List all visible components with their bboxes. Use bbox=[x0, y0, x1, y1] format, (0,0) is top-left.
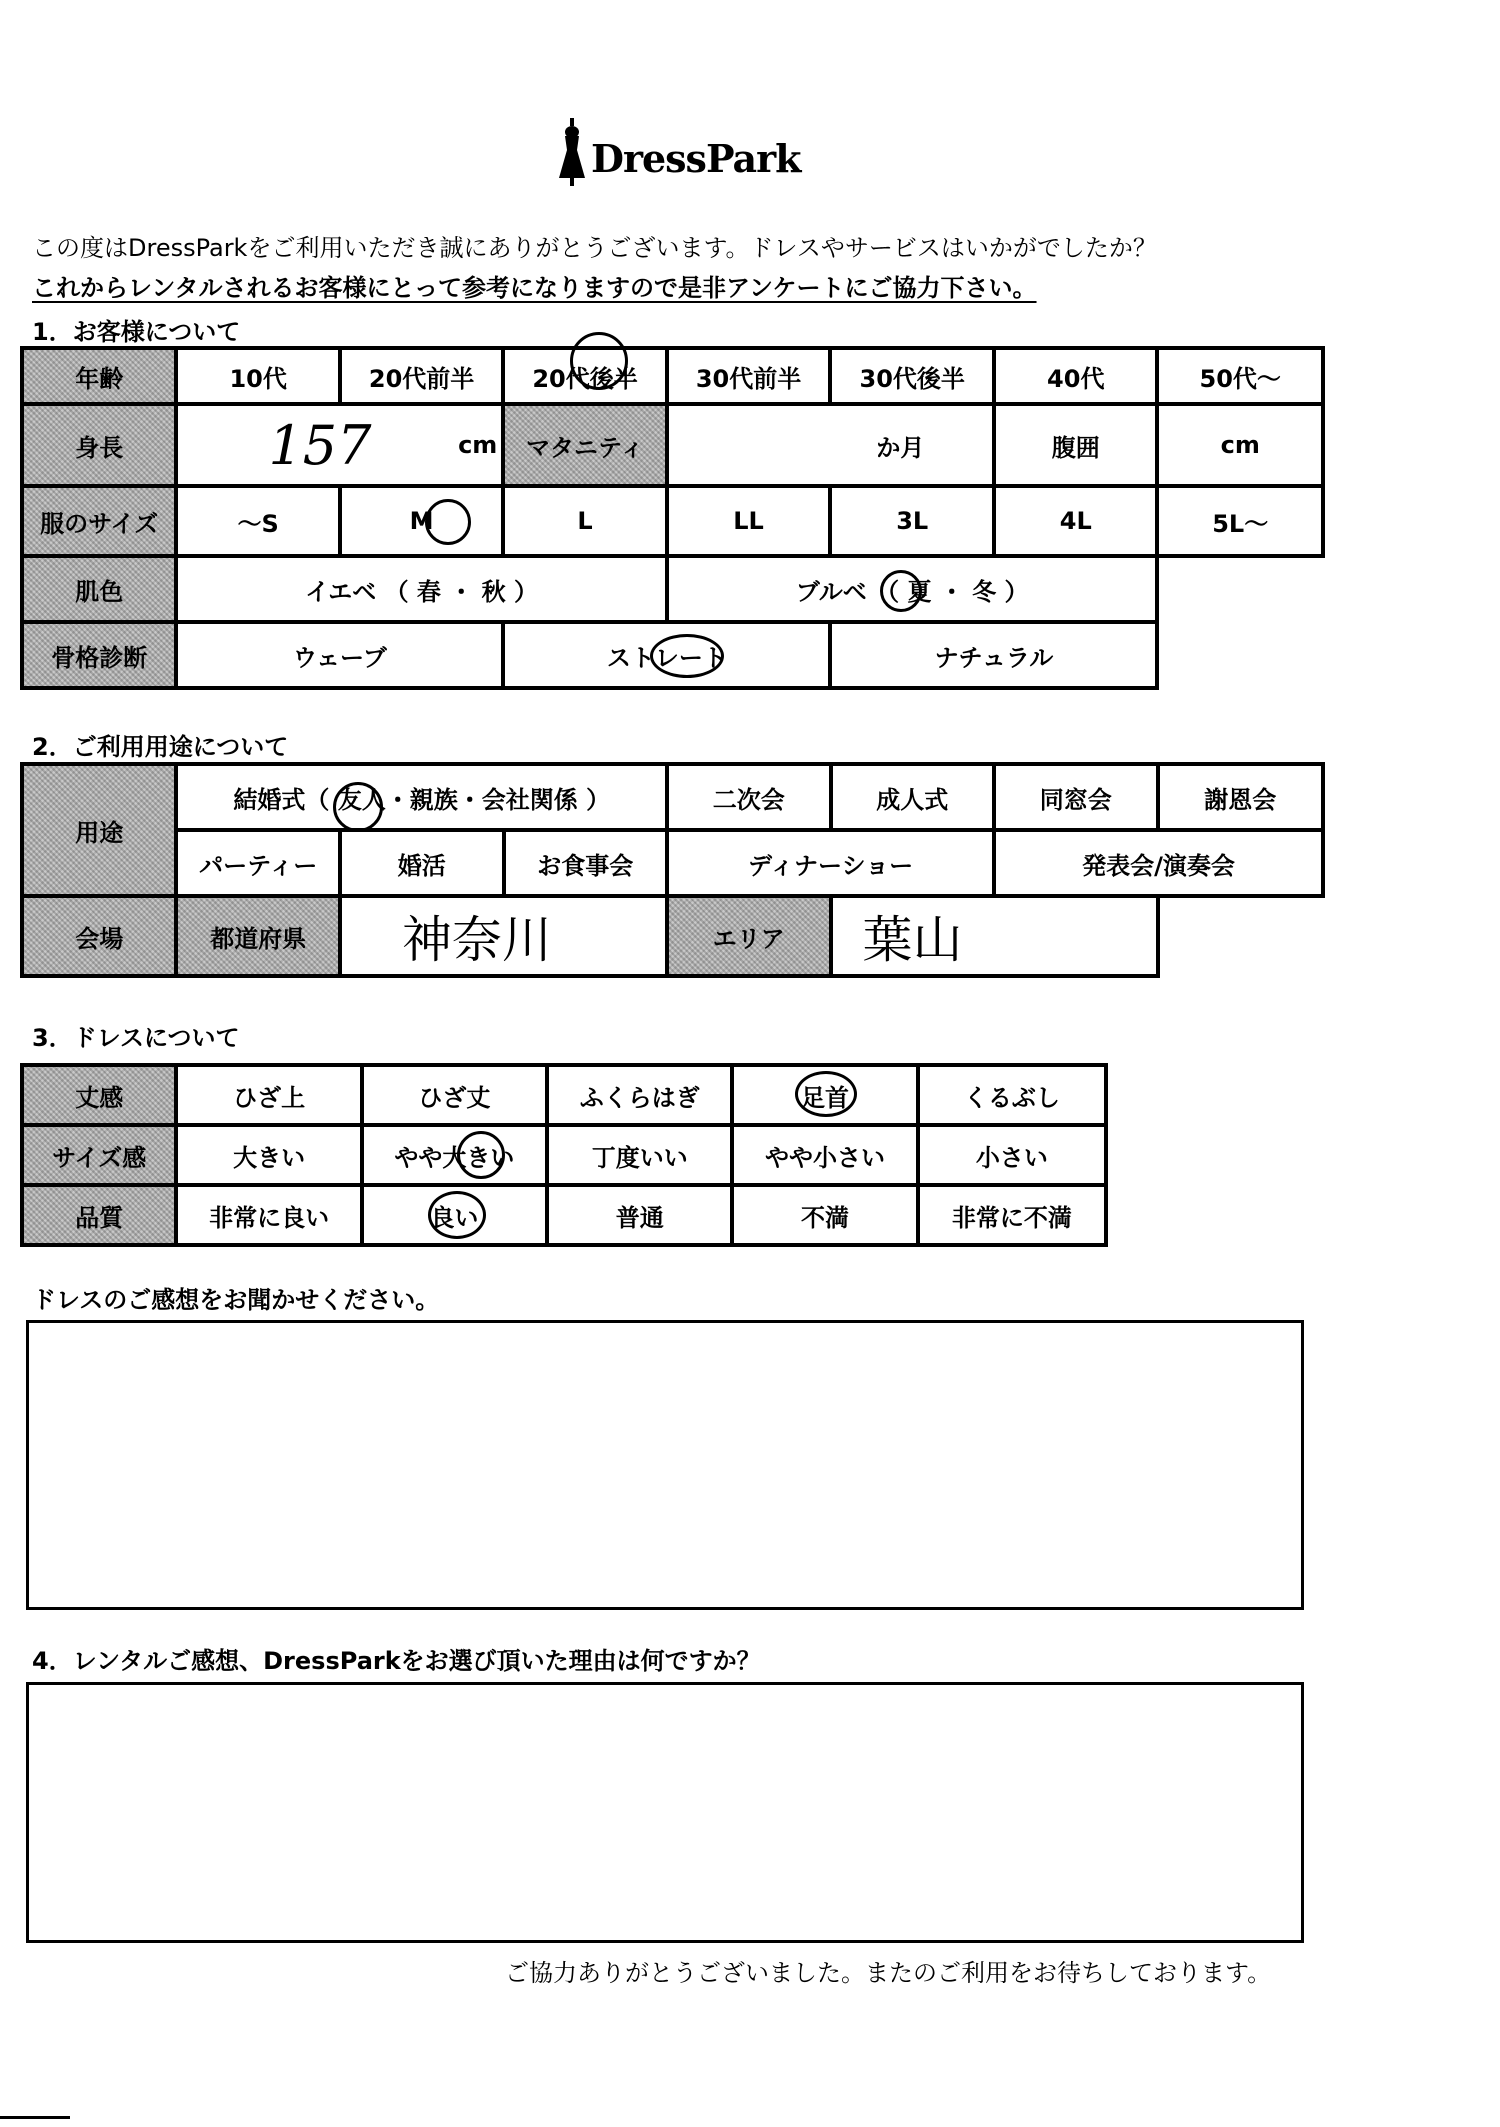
waist-field[interactable] bbox=[1157, 404, 1323, 486]
fit-option[interactable]: やや大きい bbox=[362, 1125, 547, 1185]
maternity-label: マタニティ bbox=[503, 404, 666, 486]
fit-option[interactable]: 小さい bbox=[918, 1125, 1106, 1185]
frame-label: 骨格診断 bbox=[22, 622, 176, 688]
age-option[interactable]: 20代後半 bbox=[503, 348, 666, 404]
prefecture-value: 神奈川 bbox=[401, 911, 552, 969]
dress-table bbox=[20, 1063, 1108, 1247]
section3-title: 3．ドレスについて bbox=[32, 1024, 240, 1052]
fit-option[interactable]: 丁度いい bbox=[547, 1125, 732, 1185]
age-label: 年齢 bbox=[22, 348, 176, 404]
height-row bbox=[22, 404, 1323, 486]
prefecture-label: 都道府県 bbox=[176, 896, 339, 976]
skin-yellow-option[interactable]: イエベ （ 春 ・ 秋 ） bbox=[176, 556, 666, 622]
size-option[interactable]: 3L bbox=[830, 486, 994, 556]
purpose-option[interactable]: お食事会 bbox=[504, 830, 668, 896]
intro-text: この度はDressParkをご利用いただき誠にありがとうございます。ドレスやサービスはいかがでしたか？ bbox=[32, 234, 1157, 262]
purpose-option[interactable]: 成人式 bbox=[831, 764, 995, 830]
height-field[interactable] bbox=[176, 404, 503, 486]
dresspark-logo bbox=[555, 118, 801, 188]
size-label: 服のサイズ bbox=[22, 486, 176, 556]
fit-option[interactable]: やや小さい bbox=[732, 1125, 917, 1185]
skin-row bbox=[22, 556, 1323, 622]
size-option[interactable]: M bbox=[340, 486, 503, 556]
wedding-option[interactable]: 結婚式（ 友人・親族・会社関係 ） bbox=[176, 764, 667, 830]
dress-comment-box[interactable] bbox=[26, 1320, 1304, 1610]
maternity-months-field[interactable] bbox=[667, 404, 994, 486]
height-label: 身長 bbox=[22, 404, 176, 486]
thanks-message: ご協力ありがとうございました。またのご利用をお待ちしております。 bbox=[505, 1959, 1272, 1987]
age-option[interactable]: 20代前半 bbox=[340, 348, 503, 404]
usage-table bbox=[20, 762, 1325, 978]
venue-row bbox=[22, 896, 1323, 976]
area-field[interactable] bbox=[831, 896, 1158, 976]
recital-option[interactable]: 発表会/演奏会 bbox=[994, 830, 1323, 896]
intro-request: これからレンタルされるお客様にとって参考になりますので是非アンケートにご協力下さい。 bbox=[32, 274, 1037, 302]
purpose-label: 用途 bbox=[22, 764, 176, 896]
fit-option[interactable]: 大きい bbox=[176, 1125, 361, 1185]
length-option[interactable]: ひざ丈 bbox=[362, 1065, 547, 1125]
section4-title: 4．レンタルご感想、DressParkをお選び頂いた理由は何ですか？ bbox=[32, 1647, 761, 1675]
length-option[interactable]: ひざ上 bbox=[176, 1065, 361, 1125]
purpose-row-2 bbox=[22, 830, 1323, 896]
selection-circle bbox=[425, 499, 471, 545]
size-option[interactable]: 4L bbox=[994, 486, 1157, 556]
purpose-row-1 bbox=[22, 764, 1323, 830]
quality-option[interactable]: 普通 bbox=[547, 1185, 732, 1245]
size-option[interactable]: 5L～ bbox=[1157, 486, 1323, 556]
scan-edge-mark bbox=[0, 2116, 70, 2119]
waist-unit: cm bbox=[1220, 431, 1260, 459]
dress-mannequin-icon bbox=[555, 118, 589, 188]
age-option[interactable]: 50代～ bbox=[1157, 348, 1323, 404]
frame-option[interactable]: ウェーブ bbox=[176, 622, 503, 688]
age-row bbox=[22, 348, 1323, 404]
fit-row bbox=[22, 1125, 1106, 1185]
quality-label: 品質 bbox=[22, 1185, 176, 1245]
size-row bbox=[22, 486, 1323, 556]
quality-option[interactable]: 非常に不満 bbox=[918, 1185, 1106, 1245]
purpose-option[interactable]: 謝恩会 bbox=[1158, 764, 1323, 830]
purpose-option[interactable]: 二次会 bbox=[667, 764, 830, 830]
section1-title: 1．お客様について bbox=[32, 318, 241, 346]
size-option[interactable]: ～S bbox=[176, 486, 339, 556]
skin-blue-option[interactable]: ブルベ （ 夏 ・ 冬 ） bbox=[667, 556, 1158, 622]
frame-option[interactable]: ナチュラル bbox=[830, 622, 1157, 688]
length-option[interactable]: ふくらはぎ bbox=[547, 1065, 732, 1125]
logo-text: DressPark bbox=[591, 136, 801, 181]
selection-circle bbox=[795, 1071, 857, 1117]
length-row bbox=[22, 1065, 1106, 1125]
selection-circle bbox=[457, 1131, 505, 1179]
quality-option[interactable]: 不満 bbox=[732, 1185, 917, 1245]
prefecture-field[interactable] bbox=[340, 896, 667, 976]
area-value: 葉山 bbox=[862, 911, 963, 969]
quality-option[interactable]: 非常に良い bbox=[176, 1185, 361, 1245]
quality-option[interactable]: 良い bbox=[362, 1185, 547, 1245]
selection-circle bbox=[650, 634, 724, 678]
length-option[interactable]: 足首 bbox=[732, 1065, 917, 1125]
age-option[interactable]: 10代 bbox=[176, 348, 339, 404]
age-option[interactable]: 30代後半 bbox=[830, 348, 994, 404]
dress-comment-prompt: ドレスのご感想をお聞かせください。 bbox=[32, 1286, 440, 1314]
size-option[interactable]: L bbox=[503, 486, 666, 556]
skin-label: 肌色 bbox=[22, 556, 176, 622]
frame-option[interactable]: ストレート bbox=[503, 622, 830, 688]
section2-title: 2．ご利用用途について bbox=[32, 733, 289, 761]
area-label: エリア bbox=[667, 896, 830, 976]
selection-circle bbox=[570, 332, 628, 390]
months-unit: か月 bbox=[876, 433, 925, 462]
quality-row bbox=[22, 1185, 1106, 1245]
purpose-option[interactable]: パーティー bbox=[176, 830, 339, 896]
age-option[interactable]: 30代前半 bbox=[667, 348, 831, 404]
height-unit: cm bbox=[458, 431, 498, 459]
fit-label: サイズ感 bbox=[22, 1125, 176, 1185]
size-option[interactable]: LL bbox=[667, 486, 831, 556]
height-value: 157 bbox=[268, 414, 372, 477]
purpose-option[interactable]: 同窓会 bbox=[994, 764, 1158, 830]
length-label: 丈感 bbox=[22, 1065, 176, 1125]
rental-comment-box[interactable] bbox=[26, 1682, 1304, 1943]
waist-label: 腹囲 bbox=[994, 404, 1157, 486]
selection-circle bbox=[880, 570, 922, 612]
length-option[interactable]: くるぶし bbox=[918, 1065, 1106, 1125]
dinner-show-option[interactable]: ディナーショー bbox=[667, 830, 994, 896]
age-option[interactable]: 40代 bbox=[994, 348, 1157, 404]
selection-circle bbox=[333, 782, 383, 832]
purpose-option[interactable]: 婚活 bbox=[340, 830, 504, 896]
selection-circle bbox=[428, 1191, 486, 1239]
venue-label: 会場 bbox=[22, 896, 176, 976]
